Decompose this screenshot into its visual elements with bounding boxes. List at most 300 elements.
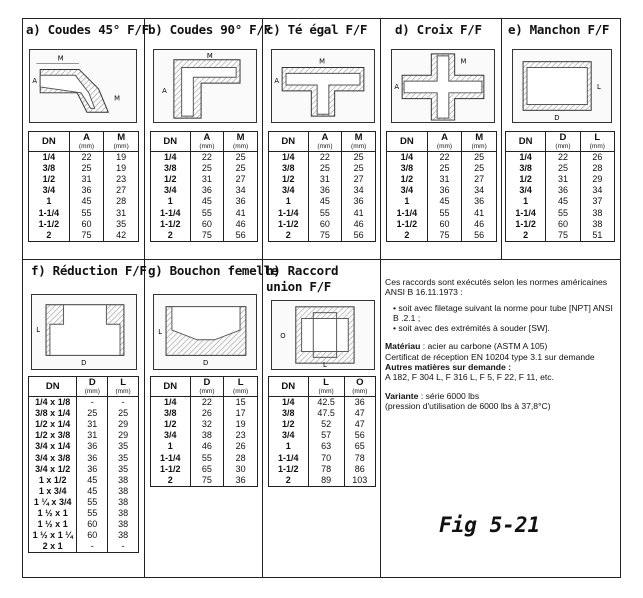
reduction-table xyxy=(28,376,139,553)
section-f xyxy=(23,260,145,577)
dn-cell: 1-1/2 xyxy=(151,464,191,475)
dn-cell: 3/4 xyxy=(151,430,191,441)
table-row xyxy=(151,419,258,430)
value-cell: 55 xyxy=(69,207,104,218)
table-row xyxy=(29,219,139,230)
value-cell: 56 xyxy=(224,230,258,242)
table-row xyxy=(387,196,497,207)
value-cell: 65 xyxy=(344,441,375,452)
value-cell: 78 xyxy=(308,464,344,475)
col-header: D (mm) xyxy=(546,132,580,152)
value-cell: 31 xyxy=(104,207,139,218)
section-e xyxy=(502,19,620,260)
table-row xyxy=(151,230,258,242)
table-row xyxy=(29,196,139,207)
value-cell: 38 xyxy=(580,219,614,230)
value-cell: 45 xyxy=(427,196,462,207)
dn-cell: 1 xyxy=(387,196,428,207)
dn-cell: 1/2 xyxy=(151,419,191,430)
col-header: A (mm) xyxy=(427,132,462,152)
dimension-m-label: M xyxy=(460,57,467,66)
dimension-l-label: L xyxy=(597,82,601,91)
value-cell: - xyxy=(108,541,139,553)
table-row xyxy=(29,230,139,242)
value-cell: 26 xyxy=(580,152,614,164)
value-cell: 15 xyxy=(224,397,258,409)
dn-cell: 3/4 xyxy=(506,185,546,196)
section-g xyxy=(145,260,279,577)
value-cell: 31 xyxy=(427,174,462,185)
section-d xyxy=(381,19,502,260)
table-row xyxy=(387,219,497,230)
coude-45-illustration xyxy=(29,49,137,123)
table-row xyxy=(269,475,376,487)
dn-cell: 1 xyxy=(29,196,70,207)
value-cell: 47.5 xyxy=(308,408,344,419)
dimension-l-label: L xyxy=(158,327,163,336)
value-cell: 28 xyxy=(580,163,614,174)
table-row xyxy=(29,174,139,185)
value-cell: 38 xyxy=(108,530,139,541)
value-cell: 41 xyxy=(342,207,376,218)
dimension-d-label: D xyxy=(203,359,209,368)
dn-cell: 3/4 x 1/2 xyxy=(29,464,77,475)
value-cell: 27 xyxy=(342,174,376,185)
variante-note xyxy=(385,391,618,401)
value-cell: 46 xyxy=(224,219,258,230)
table-row xyxy=(29,519,139,530)
col-header: A (mm) xyxy=(308,132,342,152)
dimension-a-label: A xyxy=(394,82,400,91)
section-title: f) Réduction F/F xyxy=(31,263,147,278)
te-egal-table xyxy=(268,131,376,242)
dn-cell: 1 x 3/4 xyxy=(29,486,77,497)
col-header: DN xyxy=(387,132,428,152)
dn-cell: 3/4 x 3/8 xyxy=(29,452,77,463)
table-row xyxy=(269,408,376,419)
value-cell: 45 xyxy=(69,196,104,207)
table-row xyxy=(151,207,258,218)
value-cell: 52 xyxy=(308,419,344,430)
table-row xyxy=(269,452,376,463)
dn-cell: 3/8 xyxy=(151,408,191,419)
col-header: L (mm) xyxy=(580,132,614,152)
value-cell: 17 xyxy=(224,408,258,419)
dimension-m-label: M xyxy=(57,54,64,63)
value-cell: 38 xyxy=(108,508,139,519)
dn-cell: 1/2 xyxy=(269,174,309,185)
value-cell: 22 xyxy=(427,152,462,164)
section-title: c) Té égal F/F xyxy=(266,22,368,37)
value-cell: 60 xyxy=(308,219,342,230)
table-row xyxy=(151,163,258,174)
value-cell: 47 xyxy=(344,408,375,419)
value-cell: 36 xyxy=(224,475,258,487)
dn-cell: 3/8 xyxy=(29,163,70,174)
dn-cell: 1-1/4 xyxy=(151,207,191,218)
value-cell: 103 xyxy=(344,475,375,487)
dn-cell: 1 ½ x 1 xyxy=(29,519,77,530)
table-row xyxy=(269,419,376,430)
value-cell: 29 xyxy=(108,419,139,430)
table-row xyxy=(151,152,258,164)
dimension-d-label: D xyxy=(554,114,560,122)
value-cell: 41 xyxy=(224,207,258,218)
dn-cell: 1/4 xyxy=(387,152,428,164)
value-cell: 34 xyxy=(342,185,376,196)
autres-label: Autres matières sur demande : xyxy=(385,362,512,373)
table-row xyxy=(269,196,376,207)
dn-cell: 1 ½ x 1 xyxy=(29,508,77,519)
materiau-note xyxy=(385,341,618,351)
table-row xyxy=(29,152,139,164)
value-cell: 25 xyxy=(224,163,258,174)
dn-cell: 1-1/2 xyxy=(506,219,546,230)
value-cell: 46 xyxy=(462,219,497,230)
croix-table xyxy=(386,131,497,242)
value-cell: 45 xyxy=(546,196,580,207)
value-cell: 34 xyxy=(462,185,497,196)
value-cell: 25 xyxy=(224,152,258,164)
notes-bullet: • soit avec filetage suivant la norme pour tube [NPT] ANSI B .2.1 ; xyxy=(393,303,618,324)
table-row xyxy=(269,430,376,441)
dn-cell: 1/2 x 3/8 xyxy=(29,430,77,441)
dn-cell: 2 xyxy=(29,230,70,242)
dn-cell: 1-1/4 xyxy=(387,207,428,218)
value-cell: 22 xyxy=(546,152,580,164)
value-cell: 57 xyxy=(308,430,344,441)
dn-cell: 1/4 xyxy=(29,152,70,164)
value-cell: 55 xyxy=(427,207,462,218)
dn-cell: 2 xyxy=(387,230,428,242)
table-row xyxy=(29,408,139,419)
value-cell: 35 xyxy=(108,441,139,452)
dn-cell: 1-1/4 xyxy=(151,452,191,463)
value-cell: 65 xyxy=(190,464,224,475)
dn-cell: 2 xyxy=(151,475,191,487)
value-cell: 19 xyxy=(104,163,139,174)
te-egal-illustration xyxy=(271,49,375,123)
value-cell: 75 xyxy=(69,230,104,242)
value-cell: 35 xyxy=(108,452,139,463)
dn-cell: 1/2 x 1/4 xyxy=(29,419,77,430)
dimension-l-label: L xyxy=(36,326,41,334)
value-cell: 36 xyxy=(427,185,462,196)
dn-cell: 3/4 xyxy=(269,430,309,441)
col-header: M (mm) xyxy=(462,132,497,152)
value-cell: 32 xyxy=(190,419,224,430)
value-cell: 23 xyxy=(224,430,258,441)
section-h xyxy=(263,260,381,577)
table-row xyxy=(387,163,497,174)
section-title: e) Manchon F/F xyxy=(508,22,610,37)
dn-cell: 1/2 xyxy=(151,174,191,185)
dn-cell: 3/4 xyxy=(29,185,70,196)
col-header: A (mm) xyxy=(190,132,224,152)
table-row xyxy=(151,430,258,441)
value-cell: 60 xyxy=(190,219,224,230)
dn-cell: 1-1/2 xyxy=(29,219,70,230)
table-row xyxy=(506,174,615,185)
value-cell: 19 xyxy=(224,419,258,430)
dn-cell: 1/4 xyxy=(269,152,309,164)
dn-cell: 1/2 xyxy=(387,174,428,185)
section-title: d) Croix F/F xyxy=(395,22,482,37)
manchon-table xyxy=(505,131,615,242)
table-row xyxy=(506,230,615,242)
value-cell: 25 xyxy=(427,163,462,174)
value-cell: 60 xyxy=(546,219,580,230)
materiau-label: Matériau xyxy=(385,341,421,352)
dn-cell: 1 xyxy=(151,441,191,452)
value-cell: 55 xyxy=(190,452,224,463)
col-header: DN xyxy=(29,132,70,152)
value-cell: 38 xyxy=(580,207,614,218)
value-cell: 31 xyxy=(190,174,224,185)
table-row xyxy=(506,163,615,174)
value-cell: 47 xyxy=(344,419,375,430)
col-header: M (mm) xyxy=(224,132,258,152)
value-cell: 89 xyxy=(308,475,344,487)
variante-text: : série 6000 lbs xyxy=(418,390,480,401)
value-cell: 27 xyxy=(104,185,139,196)
notes-list xyxy=(385,303,618,334)
table-row xyxy=(269,397,376,409)
table-row xyxy=(151,196,258,207)
section-a xyxy=(23,19,149,260)
value-cell: 36 xyxy=(77,441,108,452)
dn-cell: 3/4 x 1/4 xyxy=(29,441,77,452)
dn-cell: 1-1/2 xyxy=(269,464,309,475)
dn-cell: 1/4 xyxy=(151,152,191,164)
table-row xyxy=(269,464,376,475)
dn-cell: 1/2 xyxy=(29,174,70,185)
col-header: A (mm) xyxy=(69,132,104,152)
value-cell: 41 xyxy=(462,207,497,218)
table-row xyxy=(29,452,139,463)
value-cell: 29 xyxy=(580,174,614,185)
dn-cell: 1-1/4 xyxy=(269,452,309,463)
value-cell: 55 xyxy=(77,497,108,508)
dn-cell: 3/4 xyxy=(269,185,309,196)
value-cell: 51 xyxy=(580,230,614,242)
dimension-m-label: M xyxy=(206,51,213,60)
table-row xyxy=(151,441,258,452)
value-cell: 46 xyxy=(190,441,224,452)
dn-cell: 1/4 xyxy=(506,152,546,164)
value-cell: 22 xyxy=(190,397,224,409)
col-header: DN xyxy=(29,377,77,397)
notes-bullet: • soit avec des extrémités à souder [SW]. xyxy=(393,323,618,333)
dn-cell: 1-1/4 xyxy=(29,207,70,218)
manchon-illustration xyxy=(512,49,612,123)
col-header: DN xyxy=(506,132,546,152)
col-header: L (mm) xyxy=(108,377,139,397)
dn-cell: 2 x 1 xyxy=(29,541,77,553)
bouchon-illustration xyxy=(153,294,257,370)
value-cell: 75 xyxy=(190,475,224,487)
col-header: DN xyxy=(151,132,191,152)
value-cell: 42.5 xyxy=(308,397,344,409)
dn-cell: 1 xyxy=(506,196,546,207)
col-header: DN xyxy=(269,132,309,152)
table-row xyxy=(269,441,376,452)
value-cell: 25 xyxy=(546,163,580,174)
bouchon-table xyxy=(150,376,258,487)
coude-90-illustration xyxy=(153,49,257,123)
dn-cell: 3/8 xyxy=(387,163,428,174)
col-header: L (mm) xyxy=(224,377,258,397)
notes-block xyxy=(385,277,618,416)
value-cell: 25 xyxy=(108,408,139,419)
dimension-m-label: M xyxy=(319,57,325,66)
dn-cell: 1-1/2 xyxy=(151,219,191,230)
section-title: h) Raccord union F/F xyxy=(266,263,339,294)
col-header: O (mm) xyxy=(344,377,375,397)
table-row xyxy=(387,152,497,164)
dn-cell: 2 xyxy=(269,230,309,242)
value-cell: 35 xyxy=(108,464,139,475)
dn-cell: 1 ½ x 1 ¼ xyxy=(29,530,77,541)
table-row xyxy=(387,174,497,185)
value-cell: 36 xyxy=(546,185,580,196)
value-cell: 23 xyxy=(104,174,139,185)
value-cell: 45 xyxy=(190,196,224,207)
value-cell: 56 xyxy=(344,430,375,441)
certificat-note: Certificat de réception EN 10204 type 3.1 sur demande xyxy=(385,351,595,362)
fittings-sheet xyxy=(22,18,621,578)
table-row xyxy=(29,486,139,497)
value-cell: 25 xyxy=(69,163,104,174)
raccord-union-table xyxy=(268,376,376,487)
value-cell: 46 xyxy=(342,219,376,230)
value-cell: 25 xyxy=(190,163,224,174)
section-c xyxy=(263,19,381,260)
value-cell: 22 xyxy=(190,152,224,164)
dn-cell: 1 ¼ x 3/4 xyxy=(29,497,77,508)
coude-90-table xyxy=(150,131,258,242)
table-row xyxy=(506,196,615,207)
value-cell: 22 xyxy=(69,152,104,164)
dn-cell: 1/4 xyxy=(269,397,309,409)
value-cell: 25 xyxy=(342,163,376,174)
value-cell: 36 xyxy=(462,196,497,207)
value-cell: 60 xyxy=(77,530,108,541)
autres-text: A 182, F 304 L, F 316 L, F 5, F 22, F 11, etc. xyxy=(385,372,554,383)
value-cell: 60 xyxy=(77,519,108,530)
dn-cell: 3/4 xyxy=(387,185,428,196)
dn-cell: 2 xyxy=(151,230,191,242)
value-cell: 56 xyxy=(342,230,376,242)
value-cell: 56 xyxy=(462,230,497,242)
table-row xyxy=(29,430,139,441)
value-cell: 75 xyxy=(427,230,462,242)
value-cell: 45 xyxy=(308,196,342,207)
value-cell: 26 xyxy=(224,441,258,452)
section-title: a) Coudes 45° F/F xyxy=(26,22,149,37)
value-cell: 31 xyxy=(77,419,108,430)
dn-cell: 1/4 x 1/8 xyxy=(29,397,77,409)
value-cell: 75 xyxy=(190,230,224,242)
dn-cell: 1/2 xyxy=(506,174,546,185)
value-cell: 19 xyxy=(104,152,139,164)
value-cell: 45 xyxy=(77,475,108,486)
value-cell: 29 xyxy=(108,430,139,441)
value-cell: 31 xyxy=(546,174,580,185)
value-cell: 55 xyxy=(190,207,224,218)
value-cell: 55 xyxy=(308,207,342,218)
value-cell: 36 xyxy=(308,185,342,196)
table-row xyxy=(151,397,258,409)
value-cell: 31 xyxy=(69,174,104,185)
table-row xyxy=(29,185,139,196)
col-header: D (mm) xyxy=(77,377,108,397)
value-cell: 78 xyxy=(344,452,375,463)
value-cell: 25 xyxy=(308,163,342,174)
value-cell: 60 xyxy=(427,219,462,230)
value-cell: 36 xyxy=(77,452,108,463)
value-cell: 25 xyxy=(342,152,376,164)
value-cell: 38 xyxy=(108,497,139,508)
value-cell: 31 xyxy=(308,174,342,185)
value-cell: 75 xyxy=(308,230,342,242)
table-row xyxy=(269,207,376,218)
col-header: L (mm) xyxy=(308,377,344,397)
pression-note: (pression d'utilisation de 6000 lbs à 37,8°C) xyxy=(385,400,551,411)
dn-cell: 3/8 xyxy=(269,163,309,174)
table-row xyxy=(269,163,376,174)
table-row xyxy=(269,174,376,185)
value-cell: 63 xyxy=(308,441,344,452)
col-header: M (mm) xyxy=(104,132,139,152)
dn-cell: 1-1/2 xyxy=(387,219,428,230)
table-row xyxy=(151,475,258,487)
table-row xyxy=(269,219,376,230)
table-row xyxy=(151,219,258,230)
table-row xyxy=(29,475,139,486)
dn-cell: 1/2 xyxy=(269,419,309,430)
croix-illustration xyxy=(391,49,495,123)
value-cell: 55 xyxy=(77,508,108,519)
reduction-illustration xyxy=(31,294,137,370)
value-cell: 36 xyxy=(190,185,224,196)
col-header: DN xyxy=(151,377,191,397)
dn-cell: 2 xyxy=(506,230,546,242)
value-cell: 55 xyxy=(546,207,580,218)
dimension-m2-label: M xyxy=(114,94,121,103)
dimension-d-label: D xyxy=(81,359,87,368)
table-row xyxy=(29,464,139,475)
table-row xyxy=(387,185,497,196)
table-row xyxy=(269,185,376,196)
table-row xyxy=(29,419,139,430)
value-cell: 22 xyxy=(308,152,342,164)
table-row xyxy=(29,530,139,541)
table-row xyxy=(151,185,258,196)
col-header: DN xyxy=(269,377,309,397)
value-cell: 36 xyxy=(344,397,375,409)
value-cell: 28 xyxy=(224,452,258,463)
value-cell: 36 xyxy=(69,185,104,196)
dimension-o-label: O xyxy=(280,331,286,340)
table-row xyxy=(29,497,139,508)
dn-cell: 1-1/4 xyxy=(506,207,546,218)
materiau-text: : acier au carbone (ASTM A 105) xyxy=(420,341,548,352)
table-row xyxy=(151,408,258,419)
value-cell: 27 xyxy=(462,174,497,185)
table-row xyxy=(29,207,139,218)
table-row xyxy=(151,452,258,463)
